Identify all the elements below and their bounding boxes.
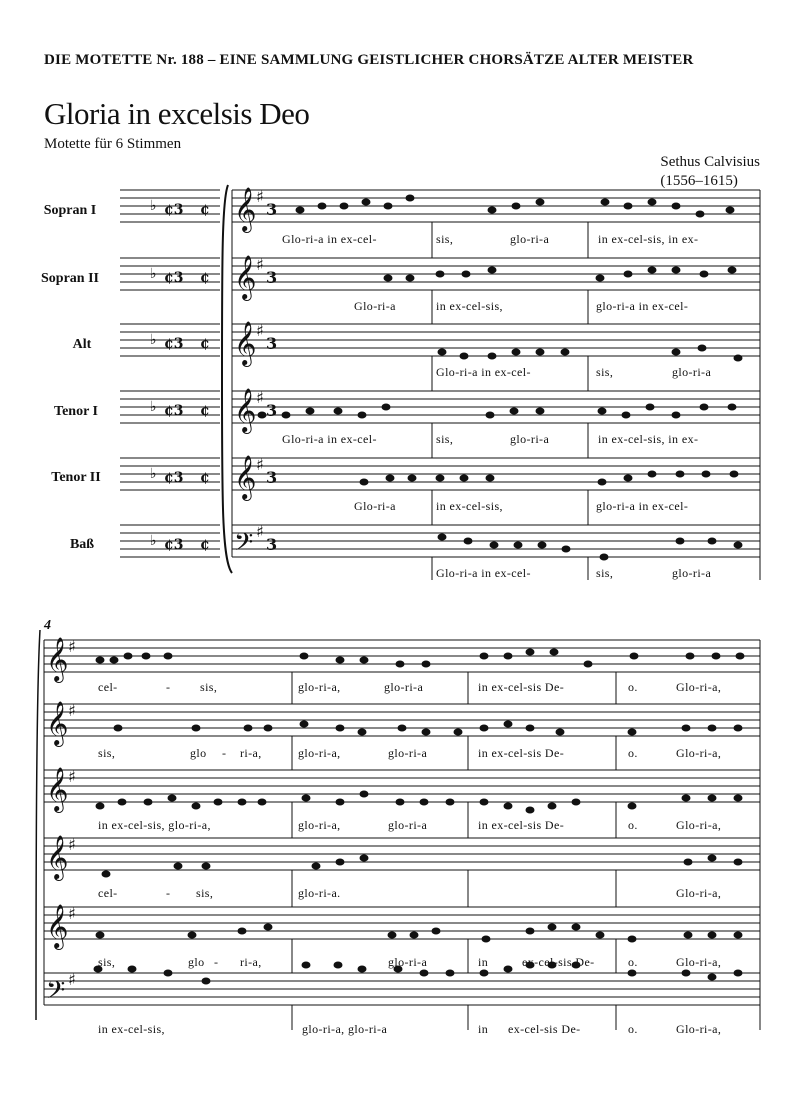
voice-label-alt: Alt <box>72 337 92 352</box>
svg-text:¢3: ¢3 <box>164 537 184 553</box>
lyric: Glo-ri-a in ex-cel- <box>436 566 531 580</box>
lyric: glo-ri-a in ex-cel- <box>596 499 689 513</box>
svg-text:♯: ♯ <box>68 904 76 923</box>
svg-text:𝄞: 𝄞 <box>234 321 257 365</box>
lyric: Glo-ri-a, <box>676 746 722 760</box>
voice-label-tenor-1: Tenor I <box>54 404 98 419</box>
svg-text:¢: ¢ <box>200 270 210 286</box>
svg-text:♯: ♯ <box>68 970 76 989</box>
lyric: cel- <box>98 680 118 694</box>
lyric: in ex-cel-sis, <box>436 499 503 513</box>
lyric: o. <box>628 955 638 969</box>
svg-text:♯: ♯ <box>256 321 264 340</box>
svg-text:𝄞: 𝄞 <box>46 767 69 811</box>
svg-text:𝄢: 𝄢 <box>234 528 254 563</box>
lyric: glo-ri-a <box>672 365 712 379</box>
lyric: Glo-ri-a <box>354 299 396 313</box>
svg-text:♯: ♯ <box>68 701 76 720</box>
lyric: glo-ri-a <box>388 818 428 832</box>
lyric: glo-ri-a, <box>298 746 341 760</box>
lyric: o. <box>628 1022 638 1036</box>
system2-bracket <box>36 630 40 1020</box>
lyric: o. <box>628 746 638 760</box>
lyric: in <box>478 955 489 969</box>
svg-text:¢: ¢ <box>200 202 210 218</box>
lyric: glo-ri-a <box>388 955 428 969</box>
lyric: ex-cel-sis De- <box>522 955 595 969</box>
lyric: Glo-ri-a, <box>676 818 722 832</box>
composer-name: Sethus Calvisius <box>660 154 760 170</box>
lyric: glo-ri-a in ex-cel- <box>596 299 689 313</box>
svg-text:¢3: ¢3 <box>164 403 184 419</box>
voice-label-tenor-2: Tenor II <box>51 470 101 485</box>
svg-text:3: 3 <box>266 200 278 219</box>
svg-text:𝄞: 𝄞 <box>46 835 69 879</box>
lyric: in ex-cel-sis De- <box>478 680 565 694</box>
svg-text:♭: ♭ <box>150 332 157 348</box>
lyric: Glo-ri-a, <box>676 955 722 969</box>
svg-text:3: 3 <box>266 401 278 420</box>
svg-text:¢3: ¢3 <box>164 202 184 218</box>
svg-text:𝄢: 𝄢 <box>46 976 66 1011</box>
svg-text:♯: ♯ <box>68 767 76 786</box>
system-bracket <box>222 185 232 573</box>
lyric: glo-ri-a <box>510 232 550 246</box>
lyric: Glo-ri-a in ex-cel- <box>282 432 377 446</box>
lyric: in ex-cel-sis De- <box>478 818 565 832</box>
lyric: in <box>478 1022 489 1036</box>
lyric: glo-ri-a. <box>298 886 341 900</box>
svg-text:♭: ♭ <box>150 399 157 415</box>
lyric: - <box>214 955 219 969</box>
lyric: Glo-ri-a, <box>676 886 722 900</box>
svg-text:¢: ¢ <box>200 470 210 486</box>
lyric: in ex-cel-sis, glo-ri-a, <box>98 818 211 832</box>
lyric: ri-a, <box>240 746 262 760</box>
voice-label-sopran-1: Sopran I <box>43 203 97 218</box>
svg-text:♯: ♯ <box>68 637 76 656</box>
incipit-staves <box>120 190 220 557</box>
voice-label-bass: Baß <box>69 537 95 552</box>
svg-text:♭: ♭ <box>150 466 157 482</box>
lyric: ri-a, <box>240 955 262 969</box>
lyric: Glo-ri-a in ex-cel- <box>436 365 531 379</box>
svg-text:¢: ¢ <box>200 403 210 419</box>
clefs-and-signatures <box>46 187 277 1011</box>
lyric: - <box>166 886 171 900</box>
lyric: sis, <box>98 955 116 969</box>
lyric: - <box>166 680 171 694</box>
lyric: glo-ri-a, <box>298 680 341 694</box>
lyric: in ex-cel-sis, <box>98 1022 165 1036</box>
svg-text:♭: ♭ <box>150 198 157 214</box>
svg-text:♭: ♭ <box>150 533 157 549</box>
lyric: sis, <box>200 680 218 694</box>
lyric: glo-ri-a, <box>298 818 341 832</box>
svg-text:𝄞: 𝄞 <box>234 388 257 432</box>
svg-text:3: 3 <box>266 535 278 554</box>
svg-text:¢: ¢ <box>200 336 210 352</box>
lyric: in ex-cel-sis, in ex- <box>598 232 699 246</box>
svg-text:♯: ♯ <box>256 522 264 541</box>
lyric: in ex-cel-sis, <box>436 299 503 313</box>
svg-text:♯: ♯ <box>256 388 264 407</box>
lyric: glo-ri-a <box>388 746 428 760</box>
lyric: - <box>222 746 227 760</box>
voice-label-sopran-2: Sopran II <box>41 271 99 286</box>
svg-text:♯: ♯ <box>256 255 264 274</box>
svg-text:♯: ♯ <box>68 835 76 854</box>
lyric: ex-cel-sis De- <box>508 1022 581 1036</box>
lyric: sis, <box>436 232 454 246</box>
lyric: glo-ri-a <box>510 432 550 446</box>
lyric: glo-ri-a <box>384 680 424 694</box>
svg-text:¢3: ¢3 <box>164 336 184 352</box>
svg-text:3: 3 <box>266 268 278 287</box>
lyric: glo <box>190 746 207 760</box>
lyric: Glo-ri-a, <box>676 680 722 694</box>
svg-text:𝄞: 𝄞 <box>234 255 257 299</box>
lyric: sis, <box>596 365 614 379</box>
svg-text:𝄞: 𝄞 <box>46 637 69 681</box>
svg-text:♭: ♭ <box>150 266 157 282</box>
svg-text:𝄞: 𝄞 <box>46 701 69 745</box>
series-heading: DIE MOTETTE Nr. 188 – EINE SAMMLUNG GEISTLICHER CHORSÄTZE ALTER MEISTER <box>44 52 694 68</box>
svg-text:3: 3 <box>266 468 278 487</box>
piece-title: Gloria in excelsis Deo <box>44 96 310 131</box>
svg-text:𝄞: 𝄞 <box>46 904 69 948</box>
svg-text:𝄞: 𝄞 <box>234 455 257 499</box>
lyric: Glo-ri-a <box>354 499 396 513</box>
svg-text:♯: ♯ <box>256 187 264 206</box>
svg-text:¢: ¢ <box>200 537 210 553</box>
svg-text:3: 3 <box>266 334 278 353</box>
system1-staves <box>232 190 760 580</box>
lyric: sis, <box>596 566 614 580</box>
lyric: o. <box>628 680 638 694</box>
composer-dates: (1556–1615) <box>660 173 738 189</box>
lyric: Glo-ri-a, <box>676 1022 722 1036</box>
lyric: glo-ri-a, glo-ri-a <box>302 1022 388 1036</box>
svg-text:♯: ♯ <box>256 455 264 474</box>
lyric: in ex-cel-sis De- <box>478 746 565 760</box>
lyric: glo-ri-a <box>672 566 712 580</box>
svg-text:¢3: ¢3 <box>164 470 184 486</box>
piece-subtitle: Motette für 6 Stimmen <box>44 136 182 152</box>
lyric: Glo-ri-a in ex-cel- <box>282 232 377 246</box>
svg-text:¢3: ¢3 <box>164 270 184 286</box>
lyric: glo <box>188 955 205 969</box>
measure-number: 4 <box>44 618 52 633</box>
lyric: in ex-cel-sis, in ex- <box>598 432 699 446</box>
lyric: sis, <box>98 746 116 760</box>
svg-text:𝄞: 𝄞 <box>234 187 257 231</box>
lyric: sis, <box>196 886 214 900</box>
system2-staves <box>44 640 760 1030</box>
lyric: sis, <box>436 432 454 446</box>
lyric: o. <box>628 818 638 832</box>
lyric: cel- <box>98 886 118 900</box>
